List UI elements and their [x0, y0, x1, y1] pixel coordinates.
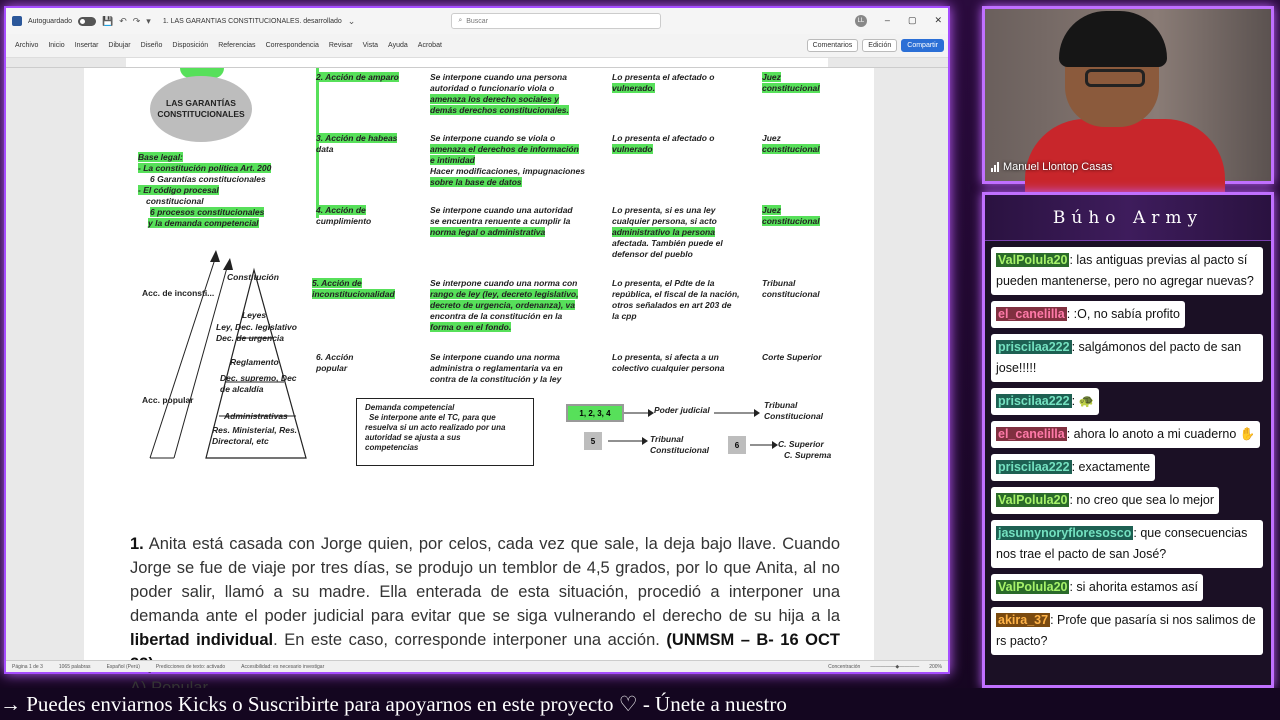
base-legal-line: - El código procesal [138, 185, 219, 195]
tab-insertar[interactable]: Insertar [74, 42, 99, 49]
chat-messages [985, 241, 1271, 661]
row-inconst-court: Tribunal constitucional [762, 278, 820, 299]
row-amparo-name: 2. Acción de amparo [316, 72, 399, 82]
pyramid-level-text: Dec. supremo, Dec [220, 373, 297, 383]
document-page[interactable] [84, 68, 874, 668]
customize-icon[interactable]: ▾ [146, 15, 151, 26]
arrow-icon [750, 440, 778, 450]
chat-username[interactable]: ValPolula20 [998, 580, 1068, 594]
exercise-number: 1. [130, 535, 144, 553]
exercise-text: Anita está casada con Jorge quien, por celos, cada vez que sale, la deja bajo llave. Cuando Jorge se fue de viaje por tres días, se produjo un temblor de 4,5 grados, por lo que Anita, al no poder salir, llamó a su madre. Ella enterada de esta situación, procedió a interponer una demanda ante el poder judicial para evitar que se siga vulnerando el derecho de su hija a la [130, 535, 840, 625]
chat-message: priscilaa222 : salgámonos del pacto de san jose!!!!! [991, 334, 1263, 382]
ribbon-tabs [6, 34, 948, 58]
flow-courts: C. Superior C. Suprema [778, 439, 832, 460]
save-icon[interactable]: 💾 [101, 15, 114, 26]
pyramid-level-constitution: Constitución [227, 272, 279, 282]
row-popular-desc: Se interpone cuando una norma administra o reglamentaria va en contra de la constitución y la ley [430, 352, 563, 384]
chat-username[interactable]: priscilaa222 [998, 460, 1070, 474]
pyramid-level-text: Dec. de urgencia [216, 333, 285, 343]
base-legal-line: - La constitución política Art. 200 [138, 163, 272, 173]
tab-archivo[interactable]: Archivo [15, 42, 39, 49]
tab-disposicion[interactable]: Disposición [172, 42, 209, 49]
webcam-person-shirt [1025, 119, 1225, 199]
webcam-name-label [991, 161, 1112, 173]
row-habeas-desc: Se interpone cuando se viola o amenaza el derechos de información e intimidad Hacer modificaciones, impugnaciones sobre la base de datos [430, 133, 585, 187]
word-app-icon [12, 16, 22, 26]
chat-username[interactable]: el_canelilla [998, 307, 1065, 321]
base-legal-line: y la demanda competencial [148, 218, 259, 228]
document-canvas[interactable] [6, 68, 948, 664]
arrow-icon [624, 408, 654, 418]
base-legal-line: 6 procesos constitucionales [150, 207, 265, 217]
chat-title: Búho Army [985, 195, 1271, 241]
chat-message: ValPolula20 : no creo que sea lo mejor [991, 487, 1219, 514]
autosave-label: Autoguardado [28, 17, 72, 25]
status-predictions[interactable]: Predicciones de texto: activado [155, 663, 226, 670]
base-legal-block [138, 152, 271, 229]
document-title[interactable]: 1. LAS GARANTIAS CONSTITUCIONALES. desarrollado [162, 17, 342, 25]
chat-username[interactable]: priscilaa222 [998, 394, 1070, 408]
chat-username[interactable]: ValPolula20 [998, 253, 1068, 267]
flow-tribunal-2: Tribunal Constitucional [650, 434, 710, 455]
webcam-person-glasses [1085, 69, 1145, 87]
oval-title-line-1: LAS GARANTÍAS [166, 98, 236, 108]
status-accessibility[interactable]: Accesibilidad: es necesario investigar [241, 663, 325, 670]
flow-box-1234: 1, 2, 3, 4 [566, 404, 624, 422]
ruler[interactable] [6, 58, 948, 68]
tab-ayuda[interactable]: Ayuda [388, 42, 408, 49]
pyramid-level-text: Directoral, etc [212, 436, 269, 446]
bottom-ticker: → Puedes enviarnos Kicks o Suscribirte para apoyarnos en este proyecto ♡ - Únete a nuestro [0, 688, 1280, 720]
chat-message: el_canelilla : ahora lo anoto a mi cuaderno ✋ [991, 421, 1260, 448]
tab-acrobat[interactable]: Acrobat [417, 42, 442, 49]
editing-button[interactable]: Edición [862, 39, 897, 52]
status-language[interactable]: Español (Perú) [106, 663, 140, 670]
arrow-icon [714, 408, 760, 418]
label-acc-popular: Acc. popular [142, 395, 194, 405]
row-inconst-who: Lo presenta, el Pdte de la república, el fiscal de la nación, otros señalados en art 203 de la cpp [612, 278, 740, 321]
row-habeas-name: 3. Acción de habeas data [316, 133, 398, 154]
row-popular-who: Lo presenta, si afecta a un colectivo cualquier persona [612, 352, 725, 373]
demanda-competencial-box: Demanda competencial Se interpone ante el TC, para que resuelva si un acto realizado por una autoridad se ajusta a sus competencias [356, 398, 534, 466]
share-button[interactable]: Compartir [901, 39, 944, 52]
chat-message: ValPolula20 : las antiguas previas al pacto sí pueden mantenerse, pero no agregar nuevas? [991, 247, 1263, 295]
search-box[interactable] [451, 13, 661, 29]
row-amparo-court: Juez constitucional [762, 72, 820, 93]
minimize-icon[interactable]: – [884, 15, 890, 25]
label-acc-inconst: Acc. de inconsti... [142, 288, 215, 298]
avatar[interactable]: LL [855, 15, 867, 27]
focus-button[interactable]: Concentración [828, 663, 861, 670]
exercise-source: (UNMSM – B- 16 OCT [666, 631, 840, 649]
row-cumplimiento-name: 4. Acción de cumplimiento [316, 205, 372, 226]
base-legal-heading: Base legal: [138, 152, 183, 162]
row-habeas-court: Juez constitucional [762, 133, 820, 154]
title-bar [6, 8, 948, 34]
tab-correspondencia[interactable]: Correspondencia [265, 42, 319, 49]
exercise-keyword: libertad individual [130, 631, 274, 649]
tab-referencias[interactable]: Referencias [218, 42, 256, 49]
tab-dibujar[interactable]: Dibujar [108, 42, 131, 49]
search-input[interactable]: Buscar [466, 17, 489, 25]
pyramid-level-admin: Administrativas [224, 411, 288, 421]
title-oval [150, 76, 252, 142]
row-amparo-who: Lo presenta el afectado o vulnerado. [612, 72, 715, 93]
status-bar [6, 660, 948, 672]
flow-box-6: 6 [728, 436, 746, 454]
chat-message: priscilaa222 : exactamente [991, 454, 1155, 481]
chat-message: el_canelilla : :O, no sabía profito [991, 301, 1185, 328]
row-cumplimiento-desc: Se interpone cuando una autoridad se encuentra renuente a cumplir la norma legal o administrativa [430, 205, 573, 237]
window-controls [855, 15, 942, 27]
search-icon: ⌕ [458, 17, 463, 24]
row-popular-name: 6. Acción popular [316, 352, 354, 373]
row-inconst-desc: Se interpone cuando una norma con rango de ley (ley, decreto legislativo, decreto de urgencia, ordenanza), va encontra de la constitución en la forma o en el fondo. [430, 278, 579, 332]
arrow-icon [608, 436, 648, 446]
signal-icon [991, 162, 999, 172]
chat-panel [982, 192, 1274, 688]
pyramid-level-laws: Leyes [242, 310, 267, 320]
flow-box-5: 5 [584, 432, 602, 450]
flow-tribunal-1: Tribunal Constitucional [764, 400, 824, 421]
exercise-text: . En este caso, corresponde interponer una acción. [273, 631, 667, 649]
pyramid-level-regulation: Reglamento [230, 357, 279, 367]
presenter-name: Manuel Llontop Casas [1003, 161, 1113, 173]
status-page[interactable]: Página 1 de 3 [12, 663, 43, 670]
exercise-paragraph [130, 532, 840, 700]
chat-username[interactable]: akira_37 [998, 613, 1049, 627]
row-habeas-who: Lo presenta el afectado o vulnerado [612, 133, 715, 154]
chat-message: akira_37 : Profe que pasaría si nos salimos de rs pacto? [991, 607, 1263, 655]
maximize-icon[interactable]: ▢ [907, 15, 917, 25]
row-popular-court: Corte Superior [762, 352, 822, 362]
chevron-down-icon[interactable]: ⌄ [347, 15, 356, 26]
tab-revisar[interactable]: Revisar [328, 42, 353, 49]
flow-poder-judicial: Poder judicial [654, 405, 710, 415]
tab-vista[interactable]: Vista [362, 42, 379, 49]
pyramid-level-text: Ley, Dec. legislativo [216, 322, 297, 332]
chat-username[interactable]: priscilaa222 [998, 340, 1070, 354]
status-words[interactable]: 1065 palabras [58, 663, 91, 670]
row-amparo-desc: Se interpone cuando una persona autoridad o funcionario viola o amenaza los derecho sociales y demás derechos constitucionales. [430, 72, 569, 115]
pyramid-level-text: Res. Ministerial, Res. [212, 425, 298, 435]
chat-username[interactable]: ValPolula20 [998, 493, 1068, 507]
chat-message: priscilaa222 : 🐢 [991, 388, 1099, 415]
chat-username[interactable]: el_canelilla [998, 427, 1065, 441]
chat-username[interactable]: jasumynoryfloresosco [998, 526, 1132, 540]
close-icon[interactable]: ✕ [934, 15, 942, 25]
word-window [4, 6, 950, 674]
pyramid-level-text: de alcaldía [220, 384, 264, 394]
zoom-level[interactable]: 200% [929, 663, 942, 670]
comments-button[interactable]: Comentarios [807, 39, 859, 52]
oval-title-line-2: CONSTITUCIONALES [157, 109, 245, 119]
base-legal-line: 6 Garantías constitucionales [150, 174, 266, 184]
chat-message: jasumynoryfloresosco : que consecuencias nos trae el pacto de san José? [991, 520, 1263, 568]
tab-diseno[interactable]: Diseño [140, 42, 163, 49]
zoom-slider[interactable]: —————◆———— [870, 663, 920, 670]
ruler-page-area [126, 58, 828, 67]
autosave-toggle[interactable] [78, 17, 96, 26]
row-cumplimiento-who: Lo presenta, si es una ley cualquier persona, si acto administrativo la persona afectada. También puede el defensor del pueblo [612, 205, 723, 259]
chat-message: ValPolula20 : si ahorita estamos así [991, 574, 1203, 601]
undo-icon[interactable]: ↶ [119, 15, 127, 26]
base-legal-line: constitucional [146, 196, 204, 206]
row-cumplimiento-court: Juez constitucional [762, 205, 820, 226]
row-inconst-name: 5. Acción de inconstitucionalidad [312, 278, 395, 299]
webcam-panel [982, 6, 1274, 184]
tab-inicio[interactable]: Inicio [48, 42, 65, 49]
redo-icon[interactable]: ↷ [132, 15, 141, 26]
